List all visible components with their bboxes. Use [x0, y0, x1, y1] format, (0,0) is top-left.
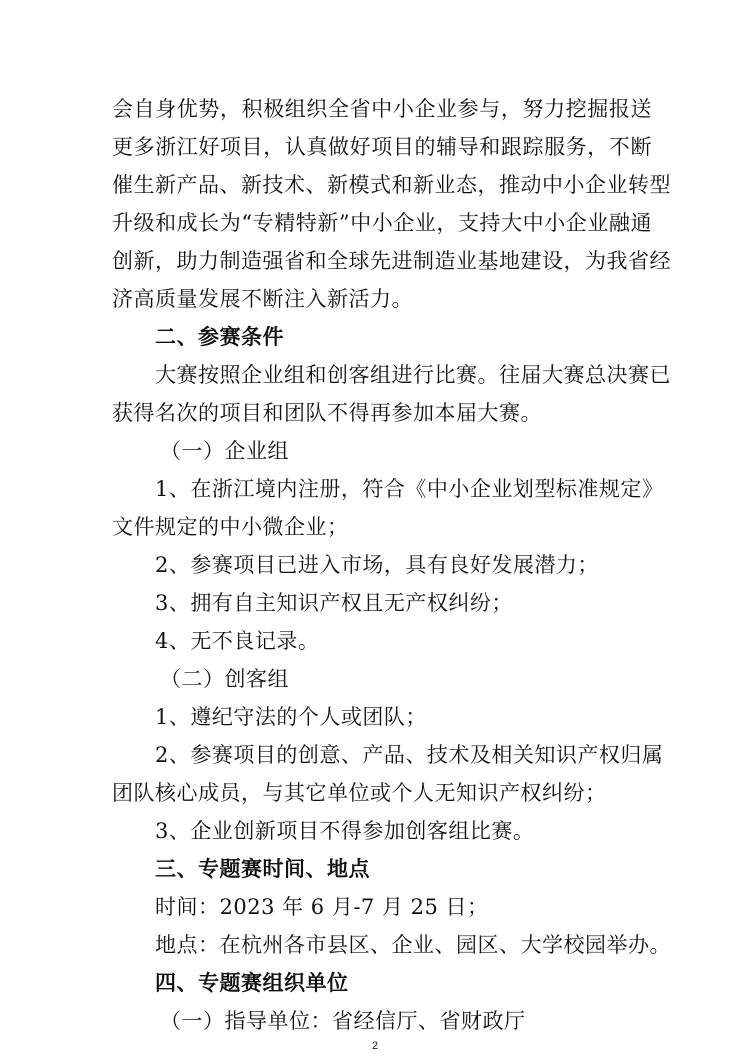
body-line: 文件规定的中小微企业； — [112, 515, 349, 539]
body-line: 大赛按照企业组和创客组进行比赛。往届大赛总决赛已 — [155, 363, 671, 387]
body-line: 升级和成长为“专精特新”中小企业，支持大中小企业融通 — [112, 211, 652, 235]
body-line: 3、企业创新项目不得参加创客组比赛。 — [155, 819, 535, 843]
body-line: 会自身优势，积极组织全省中小企业参与，努力挖掘报送 — [112, 97, 652, 121]
subsection-heading: （一）企业组 — [160, 439, 289, 463]
page-number: 2 — [371, 1040, 379, 1052]
body-line: 时间：2023 年 6 月-7 月 25 日； — [155, 895, 489, 919]
body-line: 获得名次的项目和团队不得再参加本届大赛。 — [112, 401, 542, 425]
body-line: 团队核心成员，与其它单位或个人无知识产权纠纷； — [112, 781, 607, 805]
body-line: 济高质量发展不断注入新活力。 — [112, 287, 413, 311]
body-line: 催生新产品、新技术、新模式和新业态，推动中小企业转型 — [112, 173, 671, 197]
body-line: 4、无不良记录。 — [155, 629, 320, 653]
subsection-heading: （一）指导单位：省经信厅、省财政厅 — [160, 1009, 526, 1033]
body-line: 1、在浙江境内注册，符合《中小企业划型标准规定》 — [155, 477, 664, 501]
body-line: 创新，助力制造强省和全球先进制造业基地建设，为我省经 — [112, 249, 671, 273]
section-heading: 二、参赛条件 — [155, 325, 284, 349]
body-line: 2、参赛项目已进入市场，具有良好发展潜力； — [155, 553, 599, 577]
body-line: 1、遵纪守法的个人或团队； — [155, 705, 427, 729]
section-heading: 四、专题赛组织单位 — [155, 971, 349, 995]
body-line: 地点：在杭州各市县区、企业、园区、大学校园举办。 — [155, 933, 671, 957]
body-line: 更多浙江好项目，认真做好项目的辅导和跟踪服务，不断 — [112, 135, 652, 159]
subsection-heading: （二）创客组 — [160, 667, 289, 691]
section-heading: 三、专题赛时间、地点 — [155, 857, 370, 881]
body-line: 2、参赛项目的创意、产品、技术及相关知识产权归属 — [155, 743, 664, 767]
body-line: 3、拥有自主知识产权且无产权纠纷； — [155, 591, 513, 615]
